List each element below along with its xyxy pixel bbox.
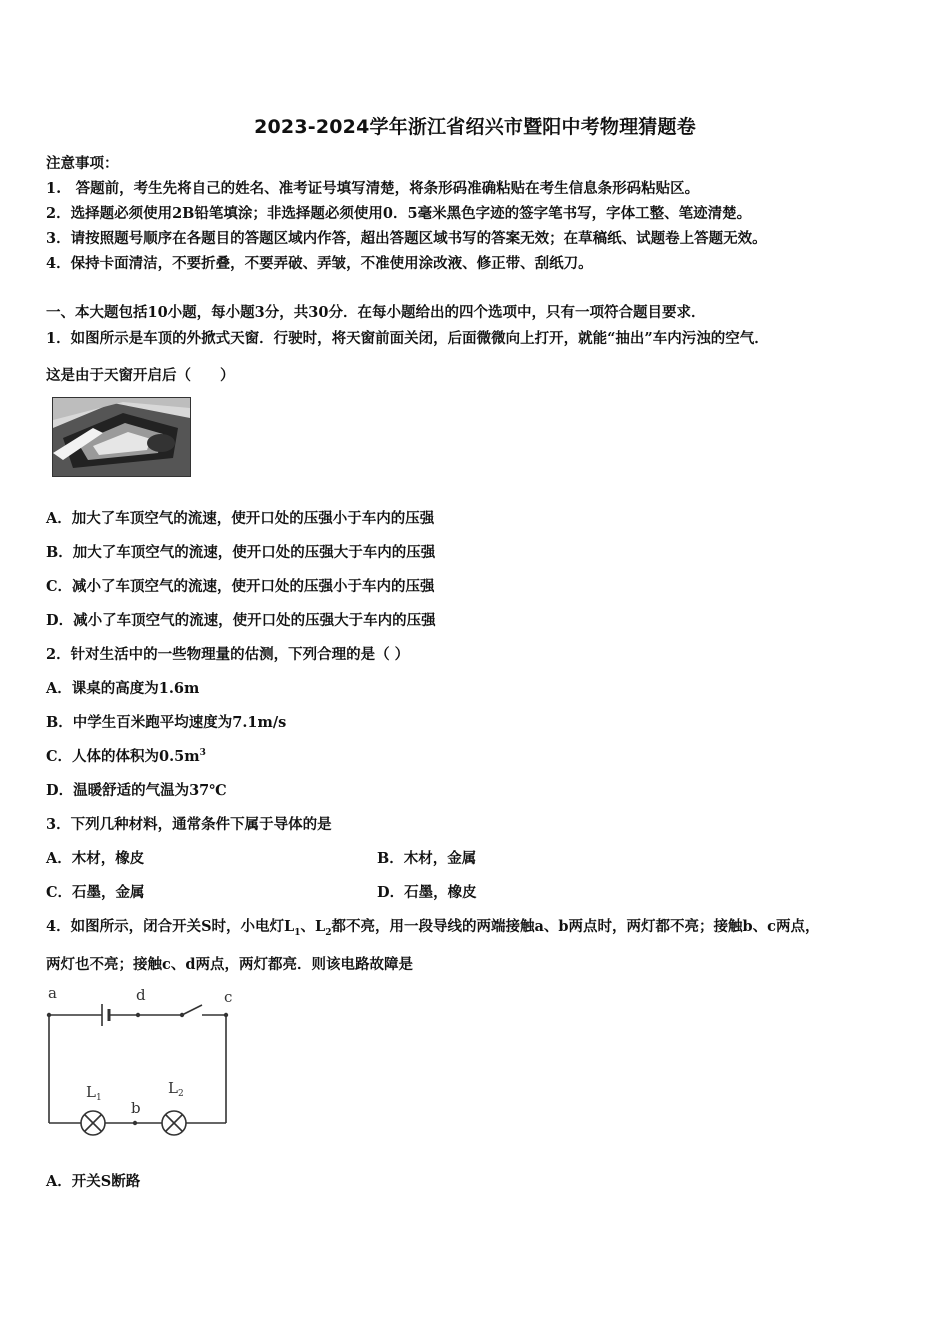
subscript: 1 <box>294 927 301 938</box>
question-stem: 这是由于天窗开启后（ ） <box>46 367 235 384</box>
option: B．加大了车顶空气的流速，使开口处的压强大于车内的压强 <box>46 544 436 561</box>
notice-item: 3．请按照题号顺序在各题目的答题区域内作答，超出答题区域书写的答案无效；在草稿纸、试题卷上答题无效。 <box>46 230 767 247</box>
notice-item: 4．保持卡面清洁，不要折叠，不要弄破、弄皱，不准使用涂改液、修正带、刮纸刀。 <box>46 255 593 272</box>
option: D．减小了车顶空气的流速，使开口处的压强大于车内的压强 <box>46 612 436 629</box>
option: A．加大了车顶空气的流速，使开口处的压强小于车内的压强 <box>46 510 435 527</box>
notice-heading: 注意事项： <box>46 155 119 172</box>
option <box>46 745 206 766</box>
lamp-label-l1: $L_1$ <box>86 1083 102 1103</box>
lamp-label-l2: $L_2$ <box>168 1079 184 1099</box>
option: A．课桌的高度为1.6m <box>46 680 200 697</box>
page-title: 2023-2024学年浙江省绍兴市暨阳中考物理猜题卷 <box>254 116 696 138</box>
question-stem: 两灯也不亮；接触c、d两点，两灯都亮．则该电路故障是 <box>46 956 413 973</box>
option: C．减小了车顶空气的流速，使开口处的压强小于车内的压强 <box>46 578 435 595</box>
stem-part: 都不亮，用一段导线的两端接触a、b两点时，两灯都不亮；接触b、c两点， <box>331 918 820 935</box>
stem-part: 4．如图所示，闭合开关S时，小电灯L <box>46 918 295 935</box>
question-stem: 2．针对生活中的一些物理量的估测，下列合理的是（ ） <box>46 646 410 663</box>
sunroof-photo <box>52 397 191 477</box>
node-label-d: d <box>136 986 146 1004</box>
option-text: C．人体的体积为0.5m <box>46 748 200 765</box>
option: B．中学生百米跑平均速度为7.1m/s <box>46 714 287 731</box>
option: A．开关S断路 <box>46 1173 141 1190</box>
node-label-b: b <box>131 1099 141 1117</box>
question-stem <box>46 915 820 938</box>
circuit-diagram <box>40 980 240 1140</box>
option: C．石墨，金属 <box>46 884 145 901</box>
option: A．木材，橡皮 <box>46 850 145 867</box>
subscript: 2 <box>325 927 332 938</box>
option: D．石墨，橡皮 <box>377 884 477 901</box>
option: D．温暖舒适的气温为37℃ <box>46 782 227 799</box>
question-stem: 1．如图所示是车顶的外掀式天窗．行驶时，将天窗前面关闭，后面微微向上打开，就能“抽出”车内污浊的空气． <box>46 330 769 347</box>
node-label-a: a <box>48 984 57 1002</box>
superscript: 3 <box>199 748 206 759</box>
notice-item: 2．选择题必须使用2B铅笔填涂；非选择题必须使用0．5毫米黑色字迹的签字笔书写，字体工整、笔迹清楚。 <box>46 205 752 222</box>
question-stem: 3．下列几种材料，通常条件下属于导体的是 <box>46 816 332 833</box>
notice-item: 1. 答题前，考生先将自己的姓名、准考证号填写清楚，将条形码准确粘贴在考生信息条形码粘贴区。 <box>46 180 700 197</box>
stem-part: 、L <box>300 918 326 935</box>
section-heading: 一、本大题包括10小题，每小题3分，共30分．在每小题给出的四个选项中，只有一项符合题目要求． <box>46 304 706 321</box>
node-label-c: c <box>224 988 233 1006</box>
option: B．木材，金属 <box>377 850 477 867</box>
